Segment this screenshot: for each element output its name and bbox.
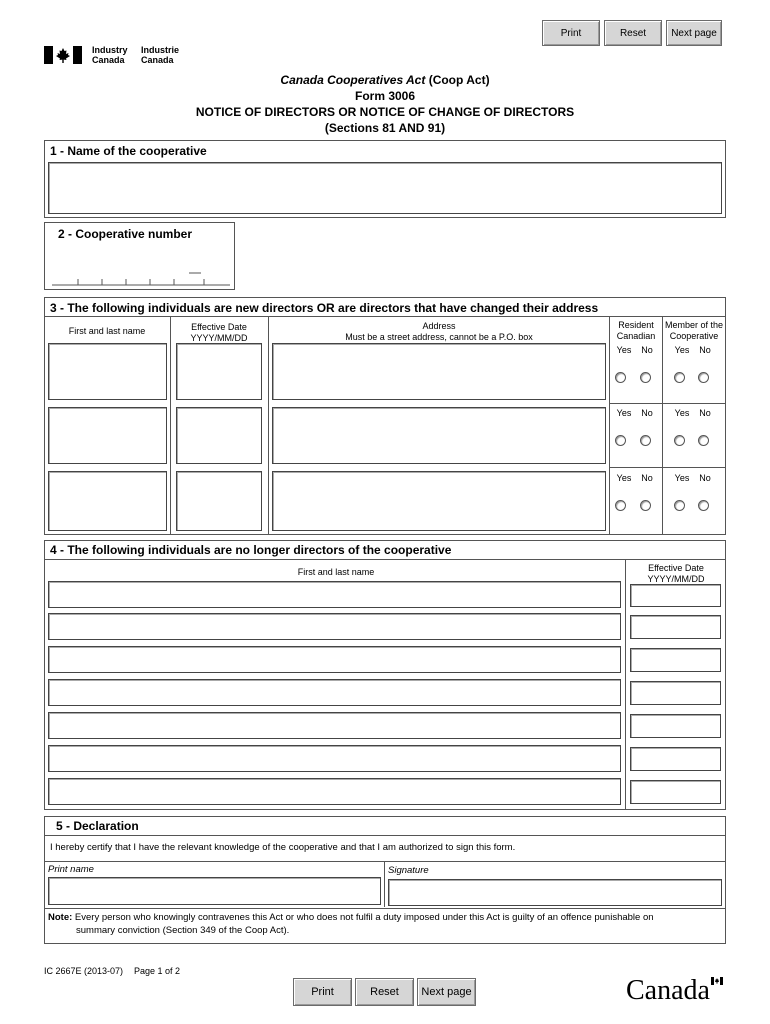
former-director-5-name-input[interactable] <box>48 712 621 739</box>
former-director-1-name-input[interactable] <box>48 581 621 608</box>
resident-no-label: No <box>641 345 653 355</box>
new-director-1-member-no-radio[interactable] <box>698 372 709 383</box>
new-director-1-name-input[interactable] <box>48 343 167 400</box>
section-4-title: 4 - The following individuals are no longer directors of the cooperative <box>50 543 452 557</box>
new-director-2-address-input[interactable] <box>272 407 606 464</box>
department-name-en: Industry Canada <box>92 45 128 65</box>
new-director-2-member-yes-radio[interactable] <box>674 435 685 446</box>
col-divider-2 <box>268 316 269 535</box>
next-page-button-top[interactable]: Next page <box>666 20 722 46</box>
reset-button-bottom[interactable]: Reset <box>355 978 414 1006</box>
former-director-7-date-input[interactable] <box>630 780 721 804</box>
canada-flag-icon <box>44 46 82 64</box>
form-code: IC 2667E (2013-07) <box>44 966 124 976</box>
section-4-col-divider <box>625 559 626 810</box>
member-no-label: No <box>699 473 711 483</box>
new-director-3-name-input[interactable] <box>48 471 167 531</box>
resident-yes-label: Yes <box>616 473 632 483</box>
new-director-2-date-input[interactable] <box>176 407 262 464</box>
former-director-4-date-input[interactable] <box>630 681 721 705</box>
former-director-6-date-input[interactable] <box>630 747 721 771</box>
former-director-1-date-input[interactable] <box>630 584 721 607</box>
member-no-label: No <box>699 345 711 355</box>
cooperative-number-input[interactable] <box>48 244 231 288</box>
next-page-button-bottom[interactable]: Next page <box>417 978 476 1006</box>
reset-button-top[interactable]: Reset <box>604 20 662 46</box>
certification-text: I hereby certify that I have the relevant knowledge of the cooperative and that I am authorized to sign this form. <box>50 842 516 853</box>
col-divider-3 <box>609 316 610 535</box>
section-5-divider-3 <box>44 908 726 909</box>
new-director-3-resident-yes-radio[interactable] <box>615 500 626 511</box>
new-director-3-member-no-radio[interactable] <box>698 500 709 511</box>
member-yes-label: Yes <box>674 473 690 483</box>
col-header-resident: Resident Canadian <box>616 320 656 341</box>
new-director-3-member-yes-radio[interactable] <box>674 500 685 511</box>
section-2-title: 2 - Cooperative number <box>58 227 193 241</box>
new-director-3-resident-no-radio[interactable] <box>640 500 651 511</box>
form-heading <box>0 72 770 136</box>
col-header-date: Effective Date YYYY/MM/DD <box>190 322 248 343</box>
print-name-input[interactable] <box>48 877 381 905</box>
canada-wordmark-flag-icon <box>711 977 723 985</box>
former-director-7-name-input[interactable] <box>48 778 621 805</box>
col-divider-4 <box>662 316 663 535</box>
department-name-fr: Industrie Canada <box>141 45 180 65</box>
section-5-divider-2 <box>44 861 726 862</box>
former-director-5-date-input[interactable] <box>630 714 721 738</box>
new-director-2-resident-yes-radio[interactable] <box>615 435 626 446</box>
former-director-2-name-input[interactable] <box>48 613 621 640</box>
print-name-label: Print name <box>48 864 94 875</box>
new-director-1-address-input[interactable] <box>272 343 606 400</box>
new-director-2-resident-no-radio[interactable] <box>640 435 651 446</box>
col-header-former-date: Effective Date YYYY/MM/DD <box>647 563 705 584</box>
print-button-top[interactable]: Print <box>542 20 600 46</box>
new-director-2-name-input[interactable] <box>48 407 167 464</box>
cooperative-name-input[interactable] <box>48 162 722 214</box>
resident-yes-label: Yes <box>616 345 632 355</box>
signature-col-divider <box>384 861 385 907</box>
new-director-1-member-yes-radio[interactable] <box>674 372 685 383</box>
form-sections: (Sections 81 AND 91) <box>324 121 446 135</box>
former-director-2-date-input[interactable] <box>630 615 721 639</box>
print-button-bottom[interactable]: Print <box>293 978 352 1006</box>
section-5-title: 5 - Declaration <box>56 819 139 833</box>
canada-wordmark: Canada <box>626 975 710 1006</box>
col-divider-1 <box>170 316 171 535</box>
former-director-3-date-input[interactable] <box>630 648 721 672</box>
new-director-1-resident-no-radio[interactable] <box>640 372 651 383</box>
section-3-divider <box>44 316 726 317</box>
col-header-name: First and last name <box>68 326 146 336</box>
row-divider-1 <box>609 403 726 404</box>
page-indicator: Page 1 of 2 <box>134 966 181 976</box>
section-5-divider <box>44 835 726 836</box>
col-header-former-name: First and last name <box>297 567 375 577</box>
resident-yes-label: Yes <box>616 408 632 418</box>
resident-no-label: No <box>641 408 653 418</box>
member-yes-label: Yes <box>674 345 690 355</box>
new-director-3-date-input[interactable] <box>176 471 262 531</box>
new-director-1-resident-yes-radio[interactable] <box>615 372 626 383</box>
signature-input[interactable] <box>388 879 722 906</box>
former-director-3-name-input[interactable] <box>48 646 621 673</box>
new-director-1-date-input[interactable] <box>176 343 262 400</box>
legal-note: Note: Every person who knowingly contravenes this Act or who does not fulfil a duty imposed under this Act is guilty of an offence punishable on summary conviction (Section 349 of the Coop Act). <box>48 912 654 936</box>
former-director-6-name-input[interactable] <box>48 745 621 772</box>
act-title: Canada Cooperatives Act (Coop Act) <box>280 73 490 87</box>
resident-no-label: No <box>641 473 653 483</box>
member-no-label: No <box>699 408 711 418</box>
new-director-3-address-input[interactable] <box>272 471 606 531</box>
section-3-title: 3 - The following individuals are new directors OR are directors that have changed their address <box>50 301 599 315</box>
member-yes-label: Yes <box>674 408 690 418</box>
new-director-2-member-no-radio[interactable] <box>698 435 709 446</box>
col-header-member: Member of the Cooperative <box>664 320 724 341</box>
section-1-title: 1 - Name of the cooperative <box>50 144 207 158</box>
former-director-4-name-input[interactable] <box>48 679 621 706</box>
form-number: Form 3006 <box>354 89 416 103</box>
section-4-divider <box>44 559 726 560</box>
row-divider-2 <box>609 467 726 468</box>
col-header-address: Address Must be a street address, cannot be a P.O. box <box>345 321 533 342</box>
signature-label: Signature <box>388 865 429 876</box>
form-title: NOTICE OF DIRECTORS OR NOTICE OF CHANGE OF DIRECTORS <box>195 105 575 119</box>
